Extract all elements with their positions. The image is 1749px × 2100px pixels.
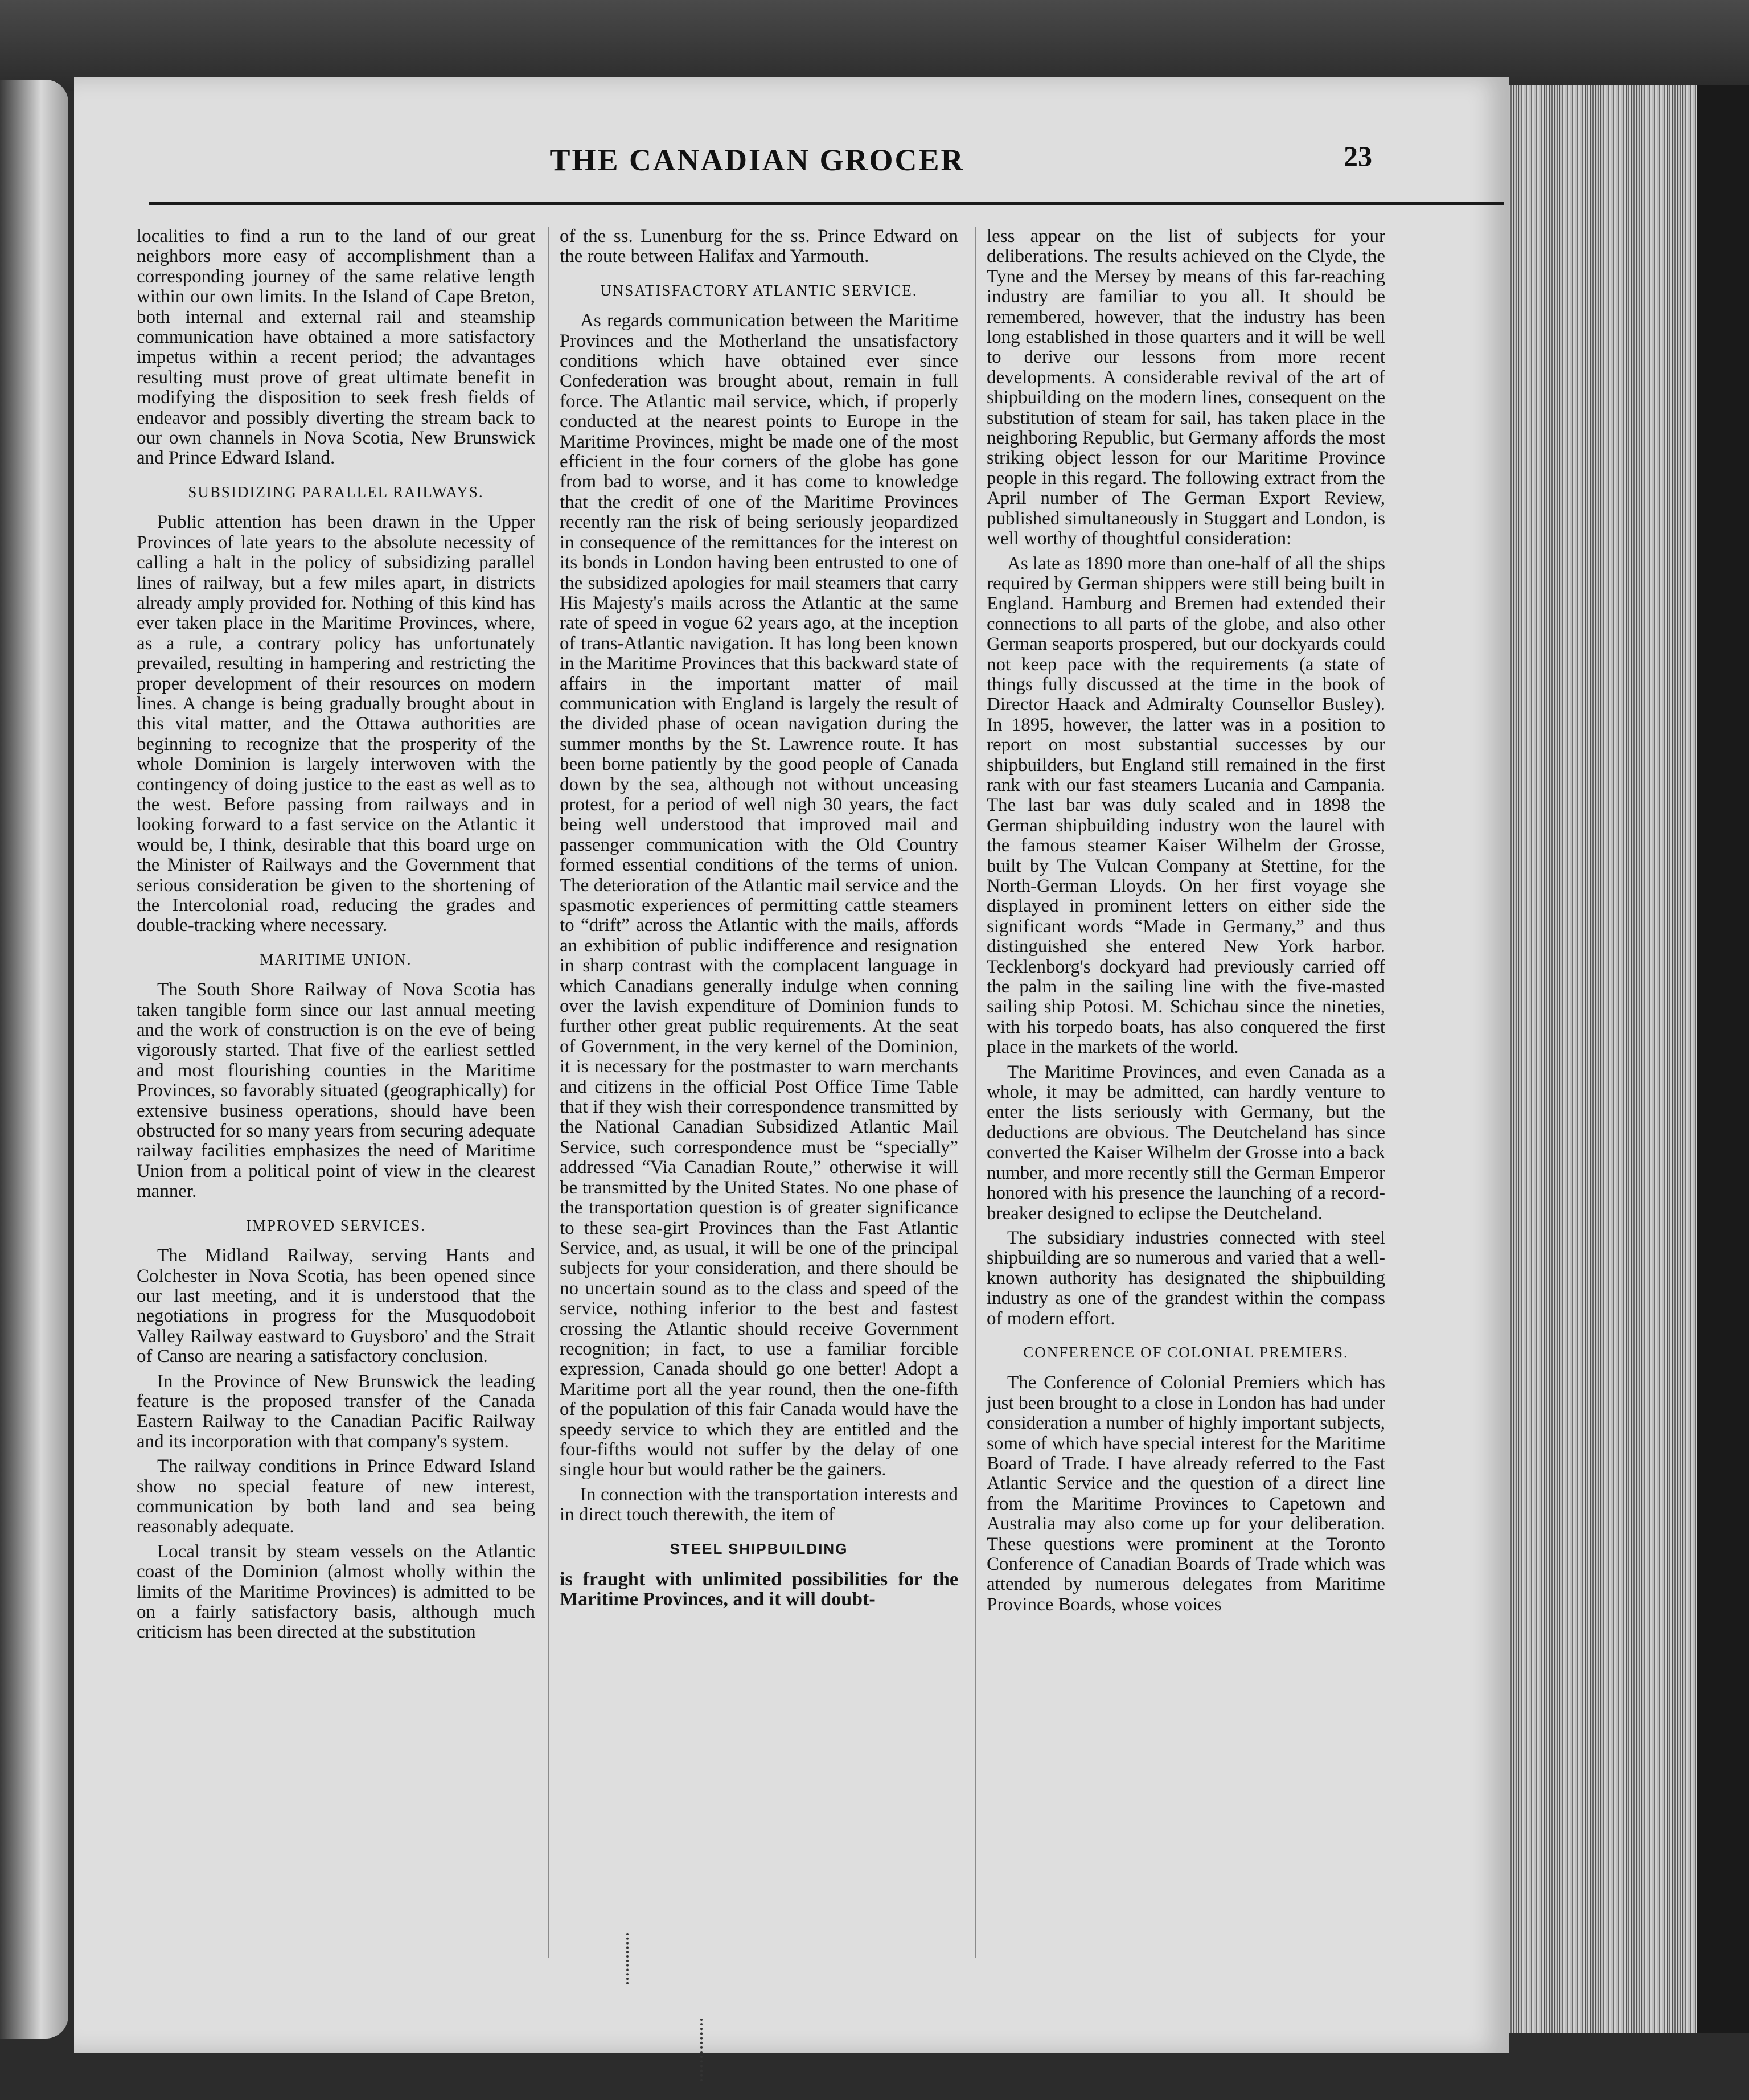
section-heading: IMPROVED SERVICES. bbox=[246, 1216, 426, 1234]
paragraph: less appear on the list of subjects for your deliberations. The results achieved on the Clyde, the Tyne and the Mersey by means of this far-reaching industry are familiar to you all. It should be remembered, however, that the industry has been long established in those quarters and it will be well to derive our lessons from more recent developments. A considerable revival of the art of shipbuilding on the modern lines, consequent on the substitution of steam for sail, has taken place in the neighboring Republic, but Germany affords the most striking object lesson for our Maritime Province people in this regard. The following extract from the April number of The German Export Review, published simultaneously in Stuggart and London, is well worthy of thoughtful consideration: bbox=[987, 226, 1385, 549]
paragraph: The South Shore Railway of Nova Scotia has taken tangible form since our last annual meeting and the work of construction is on the eve of being vigorously started. That five of the earliest settled and most flourishing counties in the Maritime Provinces, so favorably situated (geographically) for extensive business operations, should have been obstructed for so many years from securing adequate railway facilities emphasizes the need of Maritime Union from a political point of view in the clearest manner. bbox=[137, 979, 535, 1202]
column-divider bbox=[548, 227, 549, 1958]
paragraph: Local transit by steam vessels on the Atlantic coast of the Dominion (almost wholly within the limits of the Maritime Provinces) is admitted to be on a fairly satisfactory basis, although much criticism has been directed at the substitution bbox=[137, 1541, 535, 1643]
paragraph: In the Province of New Brunswick the leading feature is the proposed transfer of the Canada Eastern Railway to the Canadian Pacific Railway and its incorporation with that company's system. bbox=[137, 1371, 535, 1452]
article-column-1 bbox=[137, 227, 535, 1647]
paragraph: In connection with the transportation interests and in direct touch therewith, the item of bbox=[560, 1484, 958, 1525]
paragraph: is fraught with unlimited possibilities for the Maritime Provinces, and it will doubt- bbox=[560, 1569, 958, 1610]
paragraph: As late as 1890 more than one-half of all the ships required by German shippers were still being built in England. Hamburg and Bremen had extended their connections to all parts of the globe, and also other German seaports prospered, but our dockyards could not keep pace with the requirements (a state of things fully discussed at the time in the book of Director Haack and Admiralty Counsellor Busley). In 1895, however, the latter was in a position to report on most substantial successes by our shipbuilders, but England still remained in the first rank with our fast steamers Lucania and Campania. The last bar was duly scaled and in 1898 the German shipbuilding industry won the laurel with the famous steamer Kaiser Wilhelm der Grosse, built by The Vulcan Company at Stettine, for the North-German Lloyds. On her first voyage she displayed in prominent letters on either side the significant words “Made in Germany,” and thus distinguished she entered New York harbor. Tecklenborg's dockyard had previously carried off the palm in the sailing line with the five-masted sailing ship Potosi. M. Schichau since the nineties, with his torpedo boats, has also conquered the first place in the markets of the world. bbox=[987, 553, 1385, 1058]
section-heading: SUBSIDIZING PARALLEL RAILWAYS. bbox=[188, 483, 484, 501]
gutter-stitch-mark bbox=[626, 1933, 631, 1984]
paragraph: As regards communication between the Maritime Provinces and the Motherland the unsatisfactory conditions which have obtained ever since Confederation was brought about, remain in full force. The Atlantic mail service, which, if properly conducted at the nearest points to Europe in the Maritime Provinces, might be made one of the most efficient in the four corners of the globe has gone from bad to worse, and it has come to knowledge that the credit of one of the Maritime Provinces recently ran the risk of being seriously jeopardized in consequence of the remittances for the interest on its bonds in London having been entrusted to one of the subsidized apologies for mail steamers that carry His Majesty's mails across the Atlantic at the same rate of speed in vogue 62 years ago, at the inception of trans-Atlantic navigation. It has long been known in the Maritime Provinces that this backward state of affairs in the important matter of mail communication with England is largely the result of the divided phase of ocean navigation during the summer months by the St. Lawrence route. It has been borne patiently by the good people of Canada down by the sea, although not without unceasing protest, for a period of well nigh 30 years, the fact being well understood that improved mail and passenger communication with the Old Country formed essential conditions of the terms of union. The deterioration of the Atlantic mail service and the spasmotic experiences of permitting cattle steamers to “drift” across the Atlantic with the mails, affords an exhibition of public indifference and resignation in sharp contrast with the complacent language in which Canadians generally indulge when conning over the lavish expenditure of Dominion funds to further other great public requirements. At the seat of Government, in the very kernel of the Dominion, it is necessary for the postmaster to warn merchants and citizens in the official Post Office Time Table that if they wish their correspondence transmitted by the National Canadian Subsidized Atlantic Mail Service, such correspondence must be “specially” addressed “Via Canadian Route,” otherwise it will be transmitted by the United States. No one phase of the transportation question is of greater significance to these sea-girt Provinces than the Fast Atlantic Service, and, as usual, it will be one of the principal subjects for your consideration, and there should be no uncertain sound as to the class and speed of the service, nothing inferior to the best and fastest crossing the Atlantic should receive Government recognition; in fact, to use a familiar forcible expression, Canada should go one better! Adopt a Maritime port all the year round, then the one-fifth of the population of this fair Canada would have the speedy service to which they are entitled and the four-fifths would not suffer by the delay of one single hour but would rather be the gainers. bbox=[560, 310, 958, 1480]
paragraph: The railway conditions in Prince Edward Island show no special feature of new interest, communication by both land and sea being reasonably adequate. bbox=[137, 1456, 535, 1537]
paragraph: The Maritime Provinces, and even Canada as a whole, it may be admitted, can hardly venture to enter the lists seriously with Germany, but the deductions are obvious. The Deutcheland has since converted the Kaiser Wilhelm der Grosse into a back number, and more recently still the German Emperor honored with his presence the launching of a record-breaker designed to eclipse the Deutcheland. bbox=[987, 1061, 1385, 1224]
paragraph: Public attention has been drawn in the Upper Provinces of late years to the absolute necessity of calling a halt in the policy of subsidizing parallel lines of railway, but a few miles apart, in districts already amply provided for. Nothing of this kind has ever taken place in the Maritime Provinces, where, as a rule, a contrary policy has unfortunately prevailed, resulting in hampering and restricting the proper development of their resources on modern lines. A change is being gradually brought about in this vital matter, and the Ottawa authorities are beginning to recognize that the prosperity of the whole Dominion is largely interwoven with the contingency of doing justice to the east as well as to the west. Before passing from railways and in looking forward to a fast service on the Atlantic it would be, I think, desirable that this board urge on the Minister of Railways and the Government that serious consideration be given to the shortening of the Intercolonial road, reducing the grades and double-tracking where necessary. bbox=[137, 512, 535, 936]
book-page-stack bbox=[1509, 85, 1697, 2033]
paragraph: of the ss. Lunenburg for the ss. Prince Edward on the route between Halifax and Yarmouth. bbox=[560, 226, 958, 267]
gutter-stitch-mark bbox=[700, 2019, 705, 2081]
paragraph: The Midland Railway, serving Hants and Colchester in Nova Scotia, has been opened since our last meeting, and it is understood that the negotiations in progress for the Musquodoboit Valley Railway eastward to Guysboro' and the Strait of Canso are nearing a satisfactory conclusion. bbox=[137, 1245, 535, 1367]
page-number: 23 bbox=[1344, 140, 1372, 172]
section-heading: MARITIME UNION. bbox=[260, 950, 412, 968]
paragraph: localities to find a run to the land of our great neighbors more easy of accomplishment than a corresponding journey of the same relative length within our own limits. In the Island of Cape Breton, both internal and external rail and steamship communication have obtained a more satisfactory impetus within a recent period; the advantages resulting must prove of great ultimate benefit in modifying the disposition to seek fresh fields of endeavor and possibly diverting the stream back to our own channels in Nova Scotia, New Brunswick and Prince Edward Island. bbox=[137, 226, 535, 469]
paragraph: The subsidiary industries connected with steel shipbuilding are so numerous and varied that a well-known authority has designated the shipbuilding industry as one of the grandest within the compass of modern effort. bbox=[987, 1227, 1385, 1329]
column-divider bbox=[975, 227, 976, 1958]
paragraph: The Conference of Colonial Premiers which has just been brought to a close in London has had under consideration a number of highly important subjects, some of which have special interest for the Maritime Board of Trade. I have already referred to the Fast Atlantic Service and the question of a direct line from the Maritime Provinces to Capetown and Australia may also come up for your deliberation. These questions were prominent at the Toronto Conference of Canadian Boards of Trade which was attended by numerous delegates from Maritime Province Boards, whose voices bbox=[987, 1372, 1385, 1615]
header-rule bbox=[149, 202, 1504, 205]
page-title: THE CANADIAN GROCER bbox=[549, 143, 965, 177]
section-heading: CONFERENCE OF COLONIAL PREMIERS. bbox=[1023, 1343, 1349, 1361]
book-edge-shadow bbox=[1697, 85, 1749, 2033]
section-heading: UNSATISFACTORY ATLANTIC SERVICE. bbox=[600, 281, 918, 299]
article-column-3 bbox=[987, 227, 1385, 1619]
article-column-2 bbox=[560, 227, 958, 1614]
section-heading: STEEL SHIPBUILDING bbox=[670, 1540, 848, 1557]
left-page-edge bbox=[0, 80, 68, 2039]
